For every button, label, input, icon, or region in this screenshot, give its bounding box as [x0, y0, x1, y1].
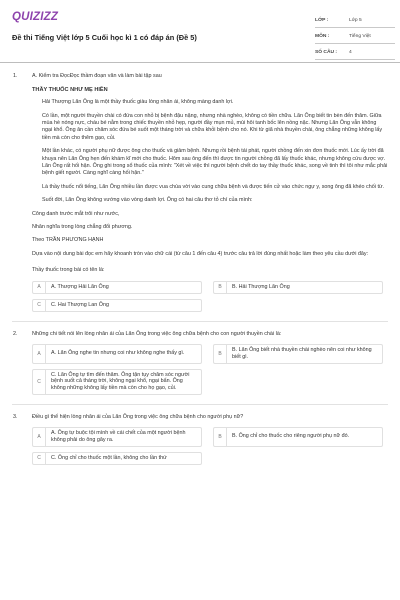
- option-text: A. Thượng Hải Lãn Ông: [51, 283, 109, 290]
- answer-option-a[interactable]: [32, 344, 202, 364]
- passage-title: THẦY THUỐC NHƯ MẸ HIỀN: [32, 87, 108, 94]
- meta-key: SỐ CÂU :: [315, 50, 338, 55]
- meta-panel: [315, 14, 395, 62]
- option-letter: A: [33, 345, 46, 363]
- question-text: Điều gì thể hiện lòng nhân ái của Lãn Ông trong việc ông chữa bệnh cho người phụ nữ?: [32, 413, 244, 420]
- answer-options: [32, 344, 388, 395]
- answer-option-b[interactable]: [213, 344, 383, 364]
- option-letter: C: [33, 300, 46, 311]
- option-letter: C: [33, 453, 46, 464]
- document-title: Đề thi Tiếng Việt lớp 5 Cuối học kì 1 có đáp án (Đề 5): [12, 33, 197, 42]
- answer-option-b[interactable]: [213, 281, 383, 294]
- answer-option-c[interactable]: [32, 369, 202, 395]
- question-3: [0, 414, 400, 465]
- answer-option-a[interactable]: [32, 281, 202, 294]
- questions: [0, 73, 400, 465]
- meta-row-subject: [315, 30, 395, 44]
- option-text: B. Lãn Ông biết nhà thuyền chài nghèo nên coi như không biết gì.: [232, 346, 372, 360]
- option-letter: A: [33, 428, 46, 446]
- option-letter: B: [214, 428, 227, 446]
- passage-paragraph: Có lần, một người thuyền chài có đứa con nhỏ bị bệnh đậu nặng, nhưng nhà nghèo, không có tiền chữa. Lãn Ông biết tin bèn đến thăm. Giữa mùa hè nóng nực, cháu bé nằm trong chiếc thuyền nhỏ hẹp, người đầy mụn mủ, mùi hôi tanh bốc lên nồng nặc. Nhưng Lãn Ông vẫn không ngại khổ. Ông ân cần chăm sóc đứa bé suốt một tháng trời và chữa khỏi bệnh cho nó. Khi từ giã nhà thuyền chài, ông chẳng những không lấy tiền mà còn cho thêm gạo, củi.: [42, 112, 383, 141]
- option-text: B. Hải Thượng Lãn Ông: [232, 283, 290, 290]
- passage-source: Theo TRẦN PHƯƠNG HẠNH: [32, 237, 104, 244]
- option-text: A. Lãn Ông nghe tin nhưng coi như không nghe thấy gì.: [51, 350, 185, 357]
- passage-paragraph: Suốt đời, Lãn Ông không vướng vào vòng danh lợi. Ông có hai câu thơ tỏ chí của mình:: [42, 197, 253, 204]
- option-letter: A: [33, 282, 46, 293]
- question-text: Những chi tiết nói lên lòng nhân ái của Lãn Ông trong việc ông chữa bệnh cho con người thuyền chài là:: [32, 330, 282, 337]
- poem-line: Công danh trước mắt trôi như nước,: [32, 210, 120, 217]
- option-letter: B: [214, 282, 227, 293]
- meta-value: Tiếng Việt: [349, 34, 371, 39]
- passage-paragraph: Một lần khác, có người phụ nữ được ông cho thuốc và giảm bệnh. Nhưng rồi bệnh tái phát, người chồng đến xin đơn thuốc mới. Lúc ấy trời đã khuya nên Lãn Ông hẹn đến khám kĩ mới cho thuốc. Hôm sau ông đến thì được tin người chồng đã lấy thuốc khác, nhưng không cứu được vợ. Lãn Ông rất hối hận. Ông ghi trong sổ thuốc của mình: "Xét về việc thì người bệnh chết do tay thầy thuốc khác, song về tinh thì tôi như mắc phải bệnh giết người. Càng nghĩ càng hối hận.": [42, 148, 388, 177]
- passage-paragraph: Là thầy thuốc nổi tiếng, Lãn Ông nhiều lần được vua chúa vời vào cung chữa bệnh và được tiến cử vào chức ngự y, song ông đã khéo chối từ.: [42, 183, 385, 190]
- question-intro: A. Kiểm tra ĐọcĐọc thầm đoạn văn và làm bài tập sau: [32, 73, 162, 79]
- answer-option-c[interactable]: [32, 299, 202, 312]
- question-number: 3.: [13, 413, 18, 420]
- quizizz-logo: QUIZIZZ: [12, 11, 59, 23]
- meta-row-class: [315, 14, 395, 28]
- question-2: [0, 331, 400, 395]
- option-letter: B: [214, 345, 227, 363]
- answer-option-c[interactable]: [32, 452, 202, 465]
- question-text: Thầy thuốc trong bài có tên là:: [32, 267, 105, 274]
- question-divider: [12, 404, 388, 405]
- answer-option-a[interactable]: [32, 427, 202, 447]
- meta-key: MÔN :: [315, 34, 330, 39]
- poem-line: Nhân nghĩa trong lòng chẳng đổi phương.: [32, 224, 133, 231]
- option-text: C. Hai Thượng Lan Ông: [51, 301, 109, 308]
- question-divider: [12, 321, 388, 322]
- meta-value: 4: [349, 50, 352, 55]
- meta-row-count: [315, 46, 395, 60]
- answer-option-b[interactable]: [213, 427, 383, 447]
- option-text: A. Ông tự buộc tội mình về cái chết của một người bệnh không phải do ông gây ra.: [51, 430, 186, 443]
- meta-key: LỚP :: [315, 18, 329, 23]
- instruction-text: Dựa vào nội dung bài đọc em hãy khoanh tròn vào chữ cái (từ câu 1 đến câu 4) trước câu trả lời đúng nhất hoặc làm theo yêu cầu dưới đây:: [32, 250, 369, 257]
- option-text: B. Ông chỉ cho thuốc cho riêng người phụ nữ đó.: [232, 433, 350, 440]
- answer-options: [32, 281, 388, 312]
- question-number: 1.: [13, 73, 18, 79]
- header: [0, 0, 400, 60]
- header-divider: [0, 62, 400, 63]
- question-1: [0, 73, 400, 312]
- passage-paragraph: Hải Thượng Lãn Ông là một thầy thuốc giàu lòng nhân ái, không màng danh lợi.: [42, 99, 234, 106]
- meta-value: Lớp 5: [349, 18, 362, 23]
- option-letter: C: [33, 370, 46, 394]
- question-number: 2.: [13, 330, 18, 337]
- answer-options: [32, 427, 388, 465]
- option-text: C. Lãn Ông tự tìm đến thăm. Ông tận tụy chăm sóc người bệnh suốt cả tháng trời, không ngại khổ, ngại bẩn. Ông không những không lấy tiền mà còn cho họ gạo, củi.: [51, 371, 190, 392]
- option-text: C. Ông chỉ cho thuốc một lần, không cho lần thứ: [51, 454, 167, 461]
